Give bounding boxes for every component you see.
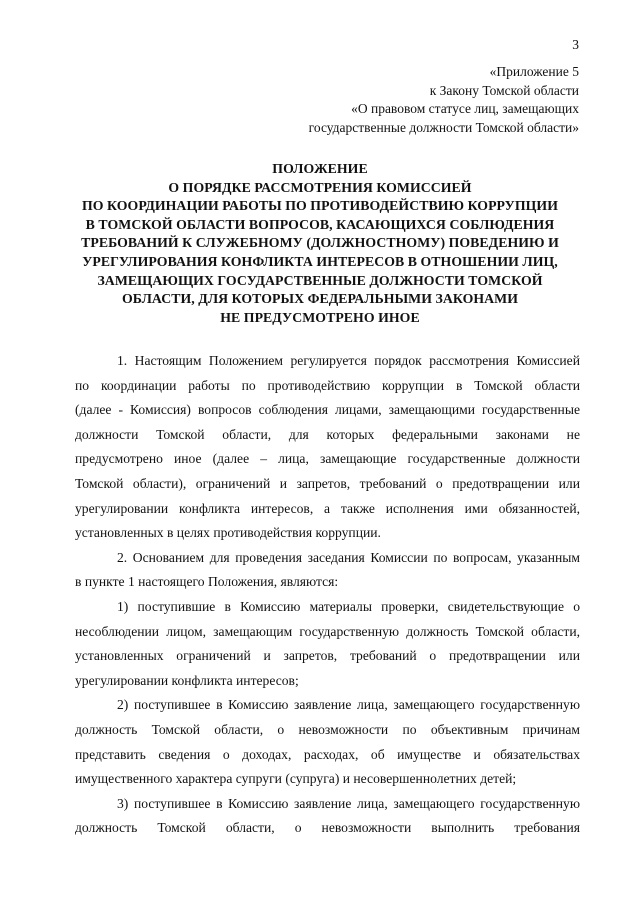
appendix-line: государственные должности Томской области» — [308, 119, 579, 135]
title-line: ТРЕБОВАНИЙ К СЛУЖЕБНОМУ (ДОЛЖНОСТНОМУ) ПОВЕДЕНИЮ И — [81, 235, 559, 251]
paragraph-line: 2) поступившее в Комиссию заявление лица, замещающего государственную — [117, 697, 580, 713]
paragraph-line: 1) поступившие в Комиссию материалы проверки, свидетельствующие о — [117, 598, 580, 614]
paragraph-line: 2. Основанием для проведения заседания Комиссии по вопросам, указанным — [117, 549, 580, 565]
title-line: В ТОМСКОЙ ОБЛАСТИ ВОПРОСОВ, КАСАЮЩИХСЯ СОБЛЮДЕНИЯ — [85, 216, 555, 232]
paragraph-line: (далее - Комиссия) вопросов соблюдения лицами, замещающими государственные — [75, 402, 580, 418]
paragraph-line: 3) поступившее в Комиссию заявление лица, замещающего государственную — [117, 795, 580, 811]
page-number: 3 — [572, 37, 579, 52]
paragraph-line: установленных в целях противодействия коррупции. — [75, 525, 381, 541]
title-line: НЕ ПРЕДУСМОТРЕНО ИНОЕ — [220, 309, 420, 325]
paragraph-line: урегулировании конфликта интересов; — [75, 672, 299, 688]
title-line: ПОЛОЖЕНИЕ — [272, 161, 368, 176]
paragraph-line: урегулировании конфликта интересов, а также исполнения ими обязанностей, — [75, 500, 580, 516]
paragraph-line: 1. Настоящим Положением регулируется порядок рассмотрения Комиссией — [117, 353, 580, 368]
paragraph-line: несоблюдении лицом, замещающим государственную должность Томской области, — [75, 623, 580, 639]
paragraph-line: Томской области), ограничений и запретов, требований о предотвращении или — [75, 475, 580, 491]
paragraph-line: предусмотрено иное (далее – лица, замещающие государственные должности — [75, 451, 580, 467]
paragraph-line: должности Томской области, для которых федеральными законами не — [75, 426, 580, 442]
appendix-line: к Закону Томской области — [429, 82, 579, 98]
paragraph-line: по координации работы по противодействию коррупции в Томской области — [75, 377, 580, 393]
paragraph-line: имущественного характера супруги (супруга) и несовершеннолетних детей; — [75, 771, 517, 787]
title-line: ПО КООРДИНАЦИИ РАБОТЫ ПО ПРОТИВОДЕЙСТВИЮ КОРРУПЦИИ — [81, 198, 558, 214]
paragraph-line: должность Томской области, о невозможности по объективным причинам — [75, 721, 580, 737]
document-title — [60, 160, 580, 327]
title-line: ОБЛАСТИ, ДЛЯ КОТОРЫХ ФЕДЕРАЛЬНЫМИ ЗАКОНАМИ — [121, 291, 519, 307]
document-body — [75, 349, 580, 841]
paragraph-line: в пункте 1 настоящего Положения, являются: — [75, 574, 339, 590]
paragraph-line: установленных ограничений и запретов, требований о предотвращении или — [75, 648, 580, 664]
title-line: О ПОРЯДКЕ РАССМОТРЕНИЯ КОМИССИЕЙ — [168, 179, 472, 195]
appendix-line: «Приложение 5 — [489, 64, 579, 79]
appendix-reference — [309, 63, 579, 137]
title-line: ЗАМЕЩАЮЩИХ ГОСУДАРСТВЕННЫЕ ДОЛЖНОСТИ ТОМСКОЙ — [97, 272, 543, 288]
paragraph-line: представить сведения о доходах, расходах, об имуществе и обязательствах — [75, 746, 580, 762]
paragraph-line: должность Томской области, о невозможности выполнить требования — [75, 820, 580, 836]
title-line: УРЕГУЛИРОВАНИЯ КОНФЛИКТА ИНТЕРЕСОВ В ОТНОШЕНИИ ЛИЦ, — [82, 253, 558, 269]
appendix-line: «О правовом статусе лиц, замещающих — [351, 101, 579, 116]
